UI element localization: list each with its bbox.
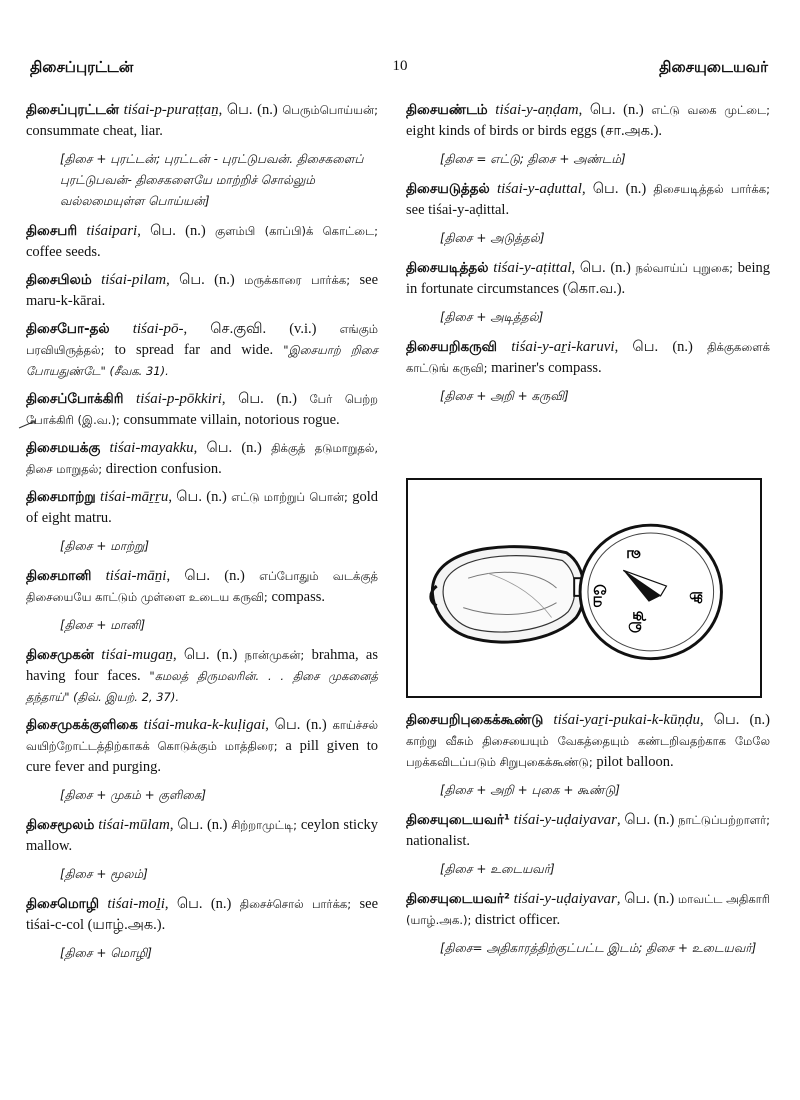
entry-headword: திசைமொழி bbox=[26, 896, 100, 912]
entry-transliteration: tiśai-p-pōkkiri bbox=[136, 391, 222, 407]
entry-transliteration: tiśai-māṉi bbox=[105, 568, 167, 584]
dictionary-entry bbox=[26, 319, 378, 382]
entry-headword: திசைப்புரட்டன் bbox=[26, 102, 119, 118]
lid-inner bbox=[443, 556, 575, 632]
right-column-top bbox=[406, 100, 770, 416]
entry-etymology: [திசை + அடுத்தல்] bbox=[440, 231, 545, 245]
entry-transliteration: tiśai-mūlam bbox=[98, 817, 170, 833]
entry-english-gloss: consummate cheat, liar. bbox=[26, 123, 163, 139]
entry-headword: திசையறிகருவி bbox=[406, 339, 498, 355]
entry-tamil-gloss: நாட்டுப்பற்றாளர்; bbox=[678, 813, 771, 827]
entry-tamil-gloss: திக்குத் தடுமாறுதல், திசை மாறுதல்; bbox=[26, 441, 379, 476]
entry-part-of-speech: , பெ. (n.) bbox=[571, 260, 631, 276]
entry-transliteration: tiśai-y-aṭittal bbox=[493, 260, 572, 276]
entry-english-gloss: direction confusion. bbox=[102, 461, 222, 477]
entry-english-gloss: see tiśai-c-col (யாழ்.அக.). bbox=[26, 896, 378, 933]
right-running-head: திசையுடையவர் bbox=[659, 58, 768, 76]
entry-part-of-speech: , பெ. (n.) bbox=[614, 339, 693, 355]
dictionary-entry bbox=[26, 100, 378, 142]
entry-transliteration: tiśai-māṟṟu bbox=[100, 489, 169, 505]
dictionary-entry bbox=[26, 815, 378, 857]
entry-tamil-gloss: பேர் பெற்ற போக்கிரி (இ.வ.); bbox=[26, 392, 379, 427]
entry-headword: திசையறிபுகைக்கூண்டு bbox=[406, 712, 544, 728]
entry-transliteration: tiśai-y-aṇḍam bbox=[495, 102, 579, 118]
entry-transliteration: tiśai-p-puraṭṭaṉ bbox=[123, 102, 219, 118]
entry-transliteration: tiśai-moḻi bbox=[107, 896, 165, 912]
dictionary-entry bbox=[406, 258, 770, 300]
entry-transliteration: tiśai-yaṟi-pukai-k-kūṇḍu bbox=[553, 712, 701, 728]
entry-english-gloss: pilot balloon. bbox=[592, 754, 674, 770]
entry-english-gloss: coffee seeds. bbox=[26, 244, 101, 260]
entry-etymology: [திசை + முகம் + குளிகை] bbox=[60, 788, 207, 802]
entry-etymology: [திசை + புரட்டன்; புரட்டன் - புரட்டுபவன். திசைகளைப் புரட்டுபவன்- திசைகளையே மாற்றிச் சொல்லும் வல்லமையுள்ள பொய்யன்] bbox=[60, 152, 364, 208]
entry-tamil-gloss: மாவட்ட அதிகாரி (யாழ்.அக.); bbox=[406, 892, 771, 927]
entry-transliteration: tiśai-y-uḍaiyavar bbox=[513, 812, 617, 828]
entry-headword: திசைமயக்கு bbox=[26, 440, 101, 456]
entry-transliteration: tiśaipari bbox=[86, 223, 138, 239]
dictionary-entry bbox=[406, 100, 770, 142]
dictionary-entry bbox=[26, 645, 378, 708]
entry-etymology: [திசை + அறி + கருவி] bbox=[440, 389, 569, 403]
entry-english-gloss: see maru-k-kārai. bbox=[26, 272, 378, 309]
compass-south: தெ bbox=[625, 610, 645, 634]
entry-etymology: [திசை= அதிகாரத்திற்குட்பட்ட இடம்; திசை + உடையவர்] bbox=[440, 941, 757, 955]
entry-transliteration: tiśai-y-aṟi-karuvi bbox=[511, 339, 615, 355]
entry-part-of-speech: , பெ. (n.) bbox=[164, 896, 232, 912]
entry-etymology: [திசை + மாற்று] bbox=[60, 539, 150, 553]
entry-headword: திசைபோ-தல் bbox=[26, 321, 110, 337]
entry-quotation: "இசையாற் றிசை போயதுண்டே" (சீவக. 31). bbox=[26, 343, 378, 378]
entry-part-of-speech: , பெ. (n.) bbox=[700, 712, 770, 728]
entry-english-gloss: see tiśai-y-aḍittal. bbox=[406, 202, 510, 218]
entry-part-of-speech: , பெ. (n.) bbox=[166, 568, 245, 584]
entry-tamil-gloss: மருக்காரை பார்க்க; bbox=[244, 273, 351, 287]
entry-tamil-gloss: எட்டு வகை முட்டை; bbox=[651, 103, 771, 117]
compass-illustration bbox=[406, 478, 762, 698]
dictionary-entry bbox=[26, 270, 378, 312]
compass-west: மே bbox=[589, 584, 609, 608]
entry-transliteration: tiśai-muka-k-kuḷigai bbox=[143, 717, 266, 733]
entry-transliteration: tiśai-y-uḍaiyavar bbox=[513, 891, 617, 907]
dictionary-entry bbox=[26, 894, 378, 936]
entry-part-of-speech: , பெ. (n.) bbox=[221, 391, 297, 407]
dictionary-entry bbox=[406, 889, 770, 931]
entry-english-gloss: consummate villain, notorious rogue. bbox=[119, 412, 340, 428]
entry-part-of-speech: , பெ. (n.) bbox=[168, 489, 227, 505]
entry-transliteration: tiśai-mugaṉ bbox=[101, 647, 173, 663]
entry-transliteration: tiśai-mayakku bbox=[109, 440, 194, 456]
entry-etymology: [திசை + உடையவர்] bbox=[440, 862, 555, 876]
entry-english-gloss: being in fortunate circumstances (கொ.வ.). bbox=[406, 260, 771, 297]
dictionary-entry bbox=[406, 337, 770, 379]
entry-part-of-speech: , செ.குவி. (v.i.) bbox=[183, 321, 317, 337]
entry-etymology: [திசை + அறி + புகை + கூண்டு] bbox=[440, 783, 620, 797]
entry-part-of-speech: , பெ. (n.) bbox=[169, 817, 228, 833]
page-header bbox=[30, 58, 770, 82]
entry-headword: திசைமுகன் bbox=[26, 647, 95, 663]
entry-tamil-gloss: திசைச்சொல் பார்க்க; bbox=[239, 897, 352, 911]
entry-part-of-speech: , பெ. (n.) bbox=[193, 440, 262, 456]
entry-part-of-speech: , பெ. (n.) bbox=[616, 891, 675, 907]
entry-quotation: "கமலத் திருமலரின். . . திசை முகனைத் தந்தாய்" (திவ். இயற். 2, 37). bbox=[26, 669, 379, 704]
compass-drawing bbox=[408, 480, 760, 696]
entry-tamil-gloss: காற்று வீசும் திசையையும் வேகத்தையும் கண்டறிவதற்காக மேலே பறக்கவிடப்படும் சிறுபுகைக்கூண்டு; bbox=[406, 734, 770, 769]
left-column bbox=[26, 100, 378, 973]
left-running-head: திசைப்புரட்டன் bbox=[30, 58, 134, 76]
entry-etymology: [திசை + அடித்தல்] bbox=[440, 310, 544, 324]
entry-english-gloss: gold of eight matru. bbox=[26, 489, 379, 526]
entry-tamil-gloss: காய்ச்சல் வயிற்றோட்டத்திற்காகக் கொடுக்கும் மாத்திரை; bbox=[26, 718, 379, 753]
entry-english-gloss: compass. bbox=[267, 589, 325, 605]
dictionary-entry bbox=[406, 179, 770, 221]
entry-headword: திசைமானி bbox=[26, 568, 92, 584]
entry-part-of-speech: , பெ. (n.) bbox=[218, 102, 278, 118]
entry-tamil-gloss: எங்கும் பரவியிருத்தல்; bbox=[26, 322, 379, 357]
entry-headword: திசையுடையவர்¹ bbox=[406, 812, 510, 828]
entry-tamil-gloss: எட்டு மாற்றுப் பொன்; bbox=[231, 490, 348, 504]
entry-part-of-speech: , பெ. (n.) bbox=[265, 717, 327, 733]
entry-part-of-speech: , பெ. (n.) bbox=[616, 812, 675, 828]
dictionary-entry bbox=[406, 810, 770, 852]
entry-transliteration: tiśai-y-aḍuttal bbox=[496, 181, 582, 197]
dictionary-entry bbox=[26, 438, 378, 480]
dictionary-entry bbox=[26, 715, 378, 778]
entry-etymology: [திசை + மொழி] bbox=[60, 946, 152, 960]
entry-english-gloss: nationalist. bbox=[406, 833, 471, 849]
entry-tamil-gloss: குளம்பி (காப்பி)க் கொட்டை; bbox=[214, 224, 379, 238]
entry-headword: திசைமூலம் bbox=[26, 817, 95, 833]
dictionary-entry bbox=[26, 389, 378, 431]
entry-english-gloss: to spread far and wide. bbox=[104, 342, 274, 358]
dictionary-entry bbox=[26, 566, 378, 608]
dictionary-entry bbox=[26, 221, 378, 263]
entry-etymology: [திசை + மூலம்] bbox=[60, 867, 148, 881]
page-number: 10 bbox=[392, 58, 408, 74]
entry-english-gloss: ceylon sticky mallow. bbox=[26, 817, 379, 854]
entry-tamil-gloss: நான்முகன்; bbox=[244, 648, 305, 662]
entry-english-gloss: a pill given to cure fever and purging. bbox=[26, 738, 378, 775]
entry-tamil-gloss: திசையடித்தல் பார்க்க; bbox=[653, 182, 771, 196]
entry-tamil-gloss: சிற்றாமுட்டி; bbox=[231, 818, 297, 832]
entry-part-of-speech: , பெ. (n.) bbox=[137, 223, 206, 239]
entry-english-gloss: district officer. bbox=[471, 912, 561, 928]
entry-english-gloss: eight kinds of birds or birds eggs (சா.அக.). bbox=[406, 123, 663, 139]
entry-part-of-speech: , பெ. (n.) bbox=[172, 647, 238, 663]
entry-part-of-speech: , பெ. (n.) bbox=[578, 102, 644, 118]
entry-headword: திசைமாற்று bbox=[26, 489, 96, 505]
entry-transliteration: tiśai-pō- bbox=[132, 321, 184, 337]
entry-tamil-gloss: நல்வாய்ப் புறுகை; bbox=[635, 261, 734, 275]
right-column-bottom bbox=[406, 710, 770, 968]
dictionary-entry bbox=[26, 487, 378, 529]
dictionary-entry bbox=[406, 710, 770, 773]
entry-tamil-gloss: எப்போதும் வடக்குத் திசையையே காட்டும் முள்ளை உடைய கருவி; bbox=[26, 569, 379, 604]
entry-headword: திசைமுகக்குளிகை bbox=[26, 717, 138, 733]
entry-etymology: [திசை = எட்டு; திசை + அண்டம்] bbox=[440, 152, 626, 166]
entry-tamil-gloss: பெரும்பொய்யன்; bbox=[282, 103, 379, 117]
entry-headword: திசையுடையவர்² bbox=[406, 891, 510, 907]
entry-headword: திசைப்போக்கிரி bbox=[26, 391, 124, 407]
entry-headword: திசையடுத்தல் bbox=[406, 181, 490, 197]
entry-tamil-gloss: திக்குகளைக் காட்டுங் கருவி; bbox=[406, 340, 771, 375]
entry-headword: திசைபிலம் bbox=[26, 272, 92, 288]
entry-transliteration: tiśai-pilam bbox=[101, 272, 167, 288]
entry-english-gloss: brahma, as having four faces. bbox=[26, 647, 379, 684]
compass-north: வ bbox=[625, 546, 641, 566]
entry-part-of-speech: , பெ. (n.) bbox=[166, 272, 235, 288]
entry-english-gloss: mariner's compass. bbox=[487, 360, 602, 376]
entry-part-of-speech: , பெ. (n.) bbox=[581, 181, 647, 197]
compass-east: கி bbox=[686, 590, 706, 604]
entry-etymology: [திசை + மானி] bbox=[60, 618, 146, 632]
entry-headword: திசைபரி bbox=[26, 223, 78, 239]
entry-headword: திசையண்டம் bbox=[406, 102, 488, 118]
entry-headword: திசையடித்தல் bbox=[406, 260, 489, 276]
